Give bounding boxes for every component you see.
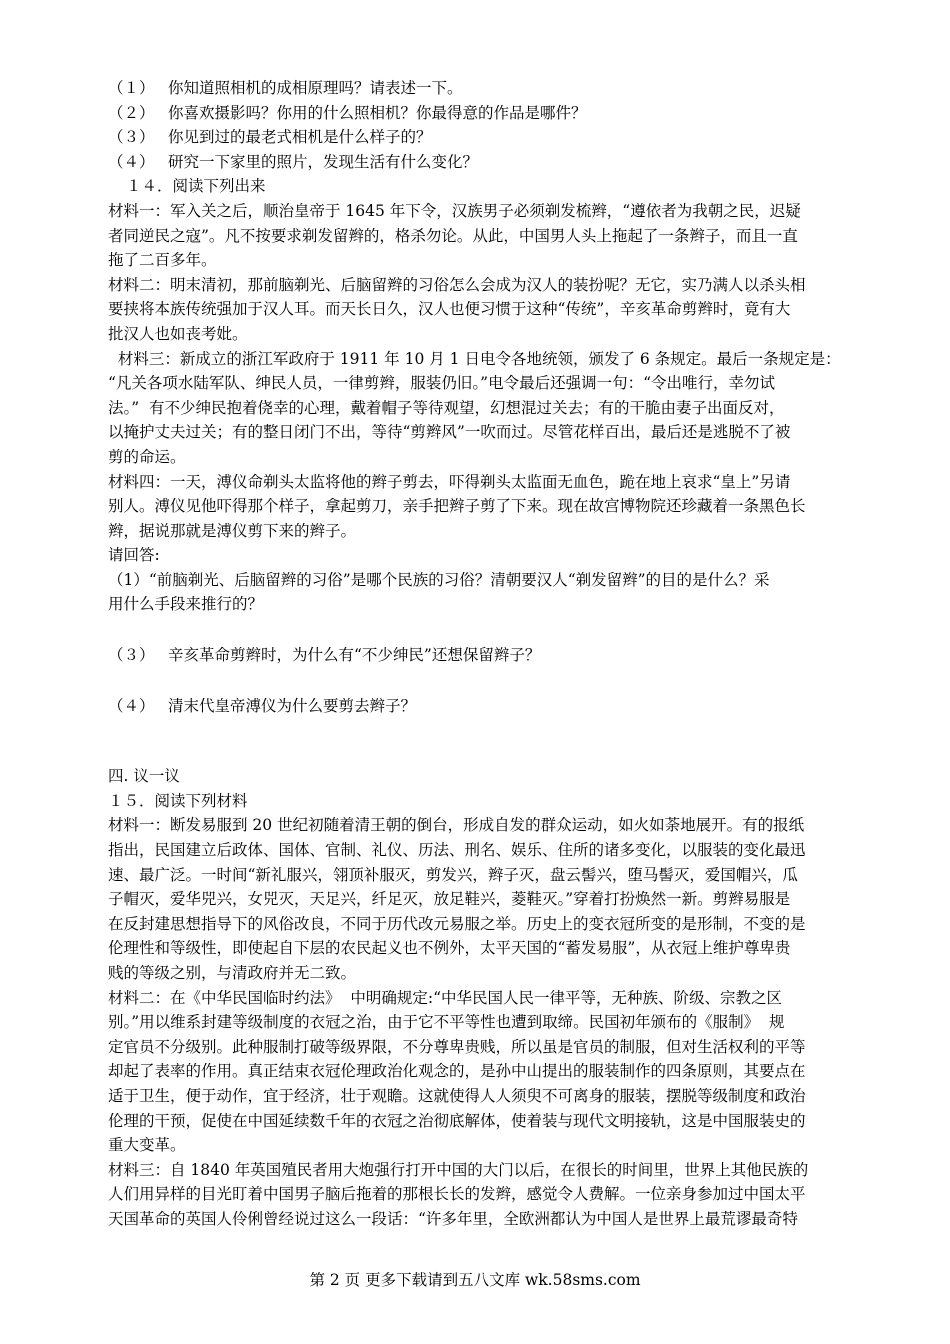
q14-material-1: 材料一：军入关之后，顺治皇帝于 1645 年下令，汉族男子必须剃发梳辫，“遵依者为我朝之民，迟疑 者同逆民之寇”。凡不按要求剃发留辫的，格杀勿论。从此，中国男人头上拖起了一条辫子，而且一直 拖了二百多年。: [108, 201, 801, 270]
q15-material-3: 材料三：自 1840 年英国殖民者用大炮强行打开中国的大门以后，在很长的时间里，世界上其他民族的 人们用异样的目光盯着中国男子脑后拖着的那根长长的发辫，感觉令人费解。一位亲身参加过中国太平 天国革命的英国人伶俐曾经说过这么一段话：“许多年里，全欧洲都认为中国人是世界上最荒谬最奇特: [108, 1160, 809, 1228]
q14-sub-question-1: （1）“前脑剃光、后脑留辫的习俗”是哪个民族的习俗？清朝要汉人“剃发留辫”的目的是什么？采 用什么手段来推行的？: [108, 570, 770, 614]
q14-sub-question-4: （４） 清末代皇帝溥仪为什么要剪去辫子？: [108, 696, 417, 715]
intro-question-2: （２） 你喜欢摄影吗？你用的什么照相机？你最得意的作品是哪件？: [108, 103, 587, 122]
page-footer: 第 2 页 更多下载请到五八文库 wk.58sms.com: [309, 1271, 641, 1289]
q14-material-2: 材料二：明末清初，那前脑剃光、后脑留辫的习俗怎么会成为汉人的装扮呢？无它，实乃满人以杀头相 要挟将本族传统强加于汉人耳。而天长日久，汉人也便习惯于这种“传统”，辛亥革命剪辫时，竟有大 批汉人也如丧考妣。: [108, 275, 806, 343]
q15-material-2: 材料二：在《中华民国临时约法》 中明确规定:“中华民国人民一律平等，无种族、阶级、宗教之区 别。”用以维系封建等级制度的衣冠之治，由于它不平等性也遭到取缔。民国初年颁布的《服制》 规 定官员不分级别。此种服制打破等级界限，不分尊卑贵贱，所以虽是官员的制服，但对生活权利的平等 却起了表率的作用。真正结束衣冠伦理政治化观念的，是孙中山提出的服装制作的四条原则，其要点在 适于卫生，便于动作，宜于经济，壮于观瞻。这就使得人人须臾不可离身的服装，摆脱等级制度和政治 伦理的干预，促使在中国延续数千年的衣冠之治彻底解体，使着装与现代文明接轨，这是中国服装史的 重大变革。: [108, 988, 806, 1155]
intro-question-1: （１） 你知道照相机的成相原理吗？请表述一下。: [108, 79, 463, 97]
section4-title: 四. 议一议: [108, 767, 180, 786]
q14-material-3: 材料三：新成立的浙江军政府于 1911 年 10 月 1 日电令各地统领，颁发了 6 条规定。最后一条规定是： “凡关各项水陆军队、绅民人员，一律剪辫，服装仍旧。”电令最后还强调一句：“令出唯行，幸勿试 法。” 有不少绅民抱着侥幸的心理，戴着帽子等待观望，幻想混过关去；有的干脆由妻子出面反对， 以掩护丈夫过关；有的整日闭门不出，等待“剪辫风”一吹而过。尽管花样百出，最后还是逃脱不了被 剪的命运。: [108, 349, 841, 466]
intro-question-4: （４） 研究一下家里的照片，发现生活有什么变化？: [108, 152, 479, 171]
q14-ask: 请回答:: [108, 546, 160, 565]
intro-question-3: （３） 你见到过的最老式相机是什么样子的？: [108, 128, 432, 147]
q14-heading: １４．阅读下列出来: [126, 177, 266, 196]
q14-material-4: 材料四：一天，溥仪命剃头太监将他的辫子剪去，吓得剃头太监面无血色，跪在地上哀求“皇上”另请 别人。溥仪见他吓得那个样子，拿起剪刀，亲手把辫子剪了下来。现在故宫博物院还珍藏着一条黑色长 辫，据说那就是溥仪剪下来的辫子。: [108, 472, 806, 540]
q15-material-1: 材料一：断发易服到 20 世纪初随着清王朝的倒台，形成自发的群众运动，如火如荼地展开。有的报纸 指出，民国建立后政体、国体、官制、礼仪、历法、刑名、娱乐、住所的诸多变化，以服装的变化最迅 速、最广泛。一时间“新礼服兴，翎顶补服灭，剪发兴，辫子灭，盘云髻兴，堕马髻灭，爱国帽兴，瓜 子帽灭，爱华兕兴，女兕灭，天足兴，纤足灭，放足鞋兴，菱鞋灭。”穿着打扮焕然一新。剪辫易服是 在反封建思想指导下的风俗改良，不同于历代改元易服之举。历史上的变衣冠所变的是形制，不变的是 伦理性和等级性，即使起自下层的农民起义也不例外，太平天国的“蓄发易服”，从衣冠上维护尊卑贵 贱的等级之别，与清政府并无二致。: [108, 816, 806, 982]
document-page: [108, 76, 868, 1232]
q14-sub-question-3: （３） 辛亥革命剪辫时，为什么有“不少绅民”还想保留辫子？: [108, 646, 541, 665]
q15-heading: １５．阅读下列材料: [108, 791, 248, 810]
